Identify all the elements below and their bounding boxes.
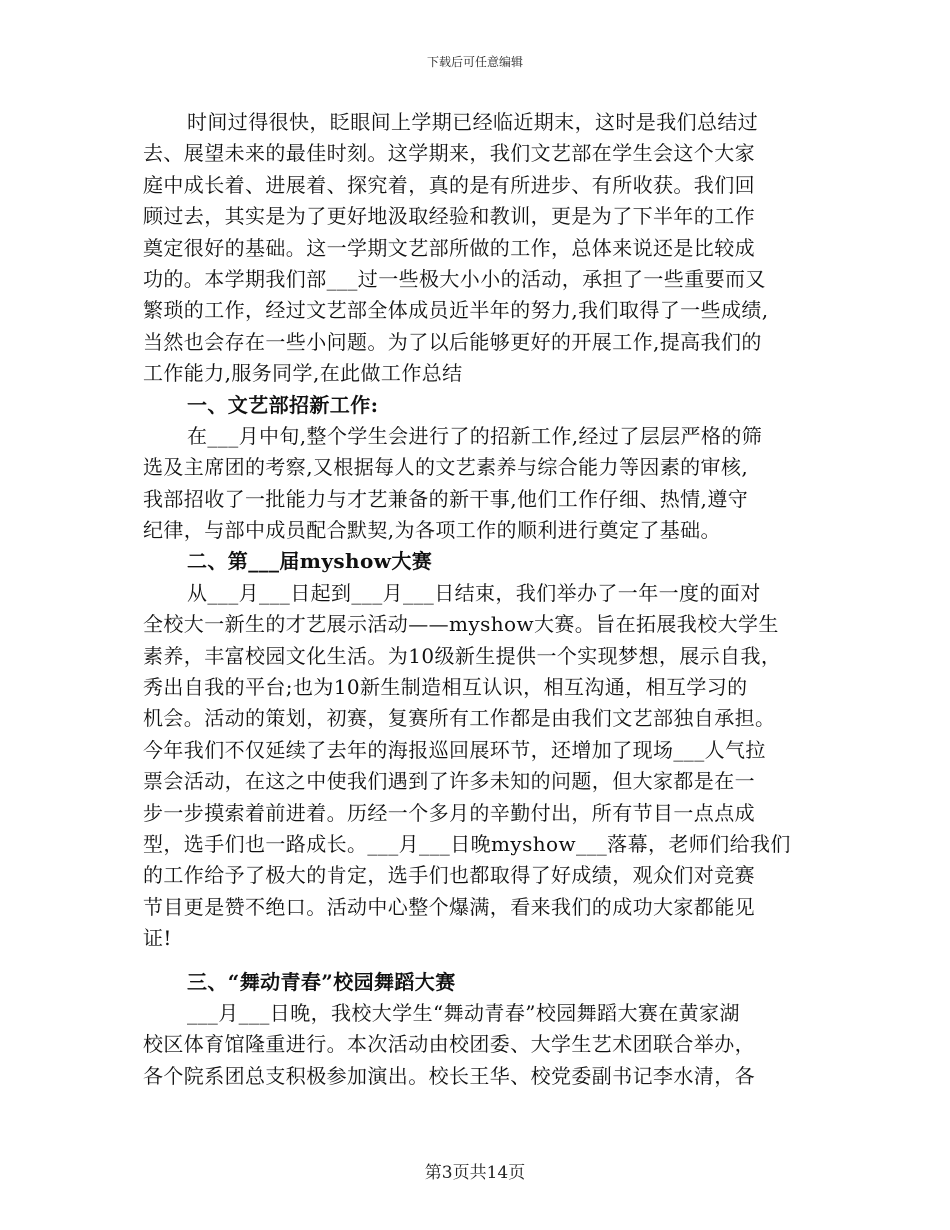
document-body [143,107,810,1092]
page-number: 第3页共14页 [424,1163,526,1183]
paragraph-line: 型，选手们也一路成长。___月___日晚myshow___落幕，老师们给我们 [143,831,791,856]
paragraph-line: 顾过去，其实是为了更好地汲取经验和教训，更是为了下半年的工作 [143,204,755,229]
paragraph-line: 庭中成长着、进展着、探究着，真的是有所进步、有所收获。我们回 [143,172,755,197]
paragraph-line: 时间过得很快，眨眼间上学期已经临近期末，这时是我们总结过 [187,110,759,134]
paragraph-line: 功的。本学期我们部___过一些极大小小的活动，承担了一些重要而又 [143,266,766,291]
section-heading: 一、文艺部招新工作: [187,392,379,417]
paragraph-line: 今年我们不仅延续了去年的海报巡回展环节，还增加了现场___人气拉 [143,737,766,762]
paragraph-line: 节目更是赞不绝口。活动中心整个爆满，看来我们的成功大家都能见 [143,894,755,919]
paragraph-line: 从___月___日起到___月___日结束，我们举办了一年一度的面对 [187,580,761,605]
paragraph-line: 证! [143,926,172,951]
paragraph-line: 各个院系团总支积极参加演出。校长王华、校党委副书记李水清，各 [143,1063,755,1088]
paragraph-line: 选及主席团的考察,又根据每人的文艺素养与综合能力等因素的审核, [143,455,749,480]
section-heading: 三、“舞动青春”校园舞蹈大赛 [187,969,456,994]
paragraph-line: 奠定很好的基础。这一学期文艺部所做的工作，总体来说还是比较成 [143,235,755,260]
paragraph-line: 票会活动，在这之中使我们遇到了许多未知的问题，但大家都是在一 [143,769,755,794]
paragraph-line: 秀出自我的平台;也为10新生制造相互认识，相互沟通，相互学习的 [143,675,748,700]
paragraph-line: ___月___日晚，我校大学生“舞动青春”校园舞蹈大赛在黄家湖 [187,1000,740,1025]
paragraph-line: 步一步摸索着前进着。历经一个多月的辛勤付出，所有节目一点点成 [143,800,755,825]
paragraph-line: 在___月中旬,整个学生会进行了的招新工作,经过了层层严格的筛 [187,423,763,448]
paragraph-line: 去、展望未来的最佳时刻。这学期来，我们文艺部在学生会这个大家 [143,141,755,166]
section-heading: 二、第___届myshow大赛 [187,549,433,574]
paragraph-line: 纪律，与部中成员配合默契,为各项工作的顺利进行奠定了基础。 [143,518,721,543]
paragraph-line: 校区体育馆隆重进行。本次活动由校团委、大学生艺术团联合举办， [143,1032,755,1057]
paragraph-line: 当然也会存在一些小问题。为了以后能够更好的开展工作,提高我们的 [143,329,762,354]
paragraph-line: 机会。活动的策划，初赛，复赛所有工作都是由我们文艺部独自承担。 [143,706,776,731]
paragraph-line: 工作能力,服务同学,在此做工作总结 [143,361,463,386]
page-header: 下载后可任意编辑 [426,55,523,69]
paragraph-gap [143,955,810,967]
paragraph-line: 繁琐的工作，经过文艺部全体成员近半年的努力,我们取得了一些成绩, [143,298,769,323]
paragraph-line: 的工作给予了极大的肯定，选手们也都取得了好成绩，观众们对竞赛 [143,863,755,888]
paragraph-line: 素养，丰富校园文化生活。为10级新生提供一个实现梦想，展示自我， [143,643,782,668]
paragraph-line: 全校大一新生的才艺展示活动——myshow大赛。旨在拓展我校大学生 [143,612,779,637]
paragraph-line: 我部招收了一批能力与才艺兼备的新干事,他们工作仔细、热情,遵守 [143,486,749,511]
